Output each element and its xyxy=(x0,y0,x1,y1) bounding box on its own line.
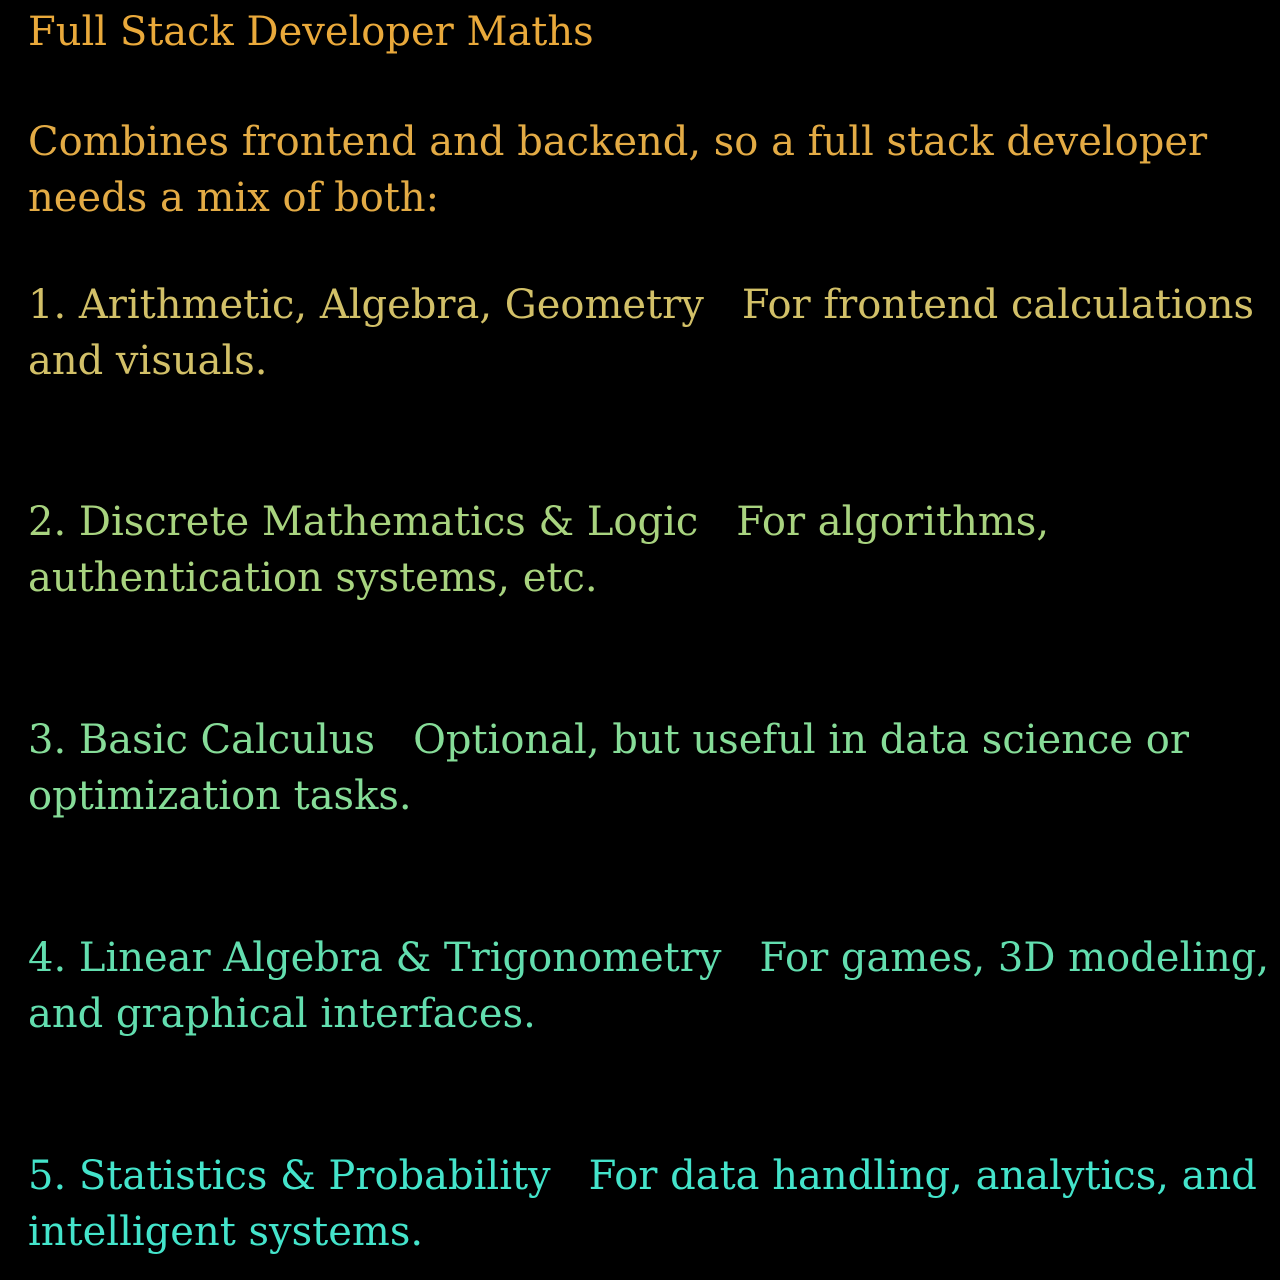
list-item-3-first-line xyxy=(28,712,1189,768)
list-item-3 xyxy=(28,712,1189,824)
list-item-2-description-continued: authentication systems, etc. xyxy=(28,555,598,601)
list-item-1-description-continued: and visuals. xyxy=(28,338,268,384)
list-item-3-description: Optional, but useful in data science or xyxy=(413,717,1189,763)
list-item-3-description-continued: optimization tasks. xyxy=(28,773,412,819)
page-title: Full Stack Developer Maths xyxy=(28,9,594,55)
list-item-5-topic: 5. Statistics & Probability xyxy=(28,1153,551,1199)
list-item-2-topic: 2. Discrete Mathematics & Logic xyxy=(28,499,699,545)
list-item-1-topic: 1. Arithmetic, Algebra, Geometry xyxy=(28,282,704,328)
list-item-2-description: For algorithms, xyxy=(736,499,1050,545)
list-item-3-topic: 3. Basic Calculus xyxy=(28,717,376,763)
list-item-4 xyxy=(28,930,1269,1042)
intro-paragraph xyxy=(28,114,1207,226)
list-item-2 xyxy=(28,494,1049,606)
list-item-4-description-continued: and graphical interfaces. xyxy=(28,991,536,1037)
list-item-4-first-line xyxy=(28,930,1269,986)
list-item-4-topic: 4. Linear Algebra & Trigonometry xyxy=(28,935,722,981)
list-item-4-description: For games, 3D modeling, xyxy=(759,935,1270,981)
list-item-1 xyxy=(28,277,1254,389)
list-item-5-description: For data handling, analytics, and xyxy=(588,1153,1257,1199)
intro-line-2: needs a mix of both: xyxy=(28,175,440,221)
list-item-1-description: For frontend calculations xyxy=(741,282,1255,328)
list-item-5 xyxy=(28,1148,1257,1260)
list-item-5-first-line xyxy=(28,1148,1257,1204)
list-item-5-description-continued: intelligent systems. xyxy=(28,1209,424,1255)
list-item-2-first-line xyxy=(28,494,1049,550)
intro-line-1: Combines frontend and backend, so a full stack developer xyxy=(28,119,1208,165)
list-item-1-first-line xyxy=(28,277,1254,333)
